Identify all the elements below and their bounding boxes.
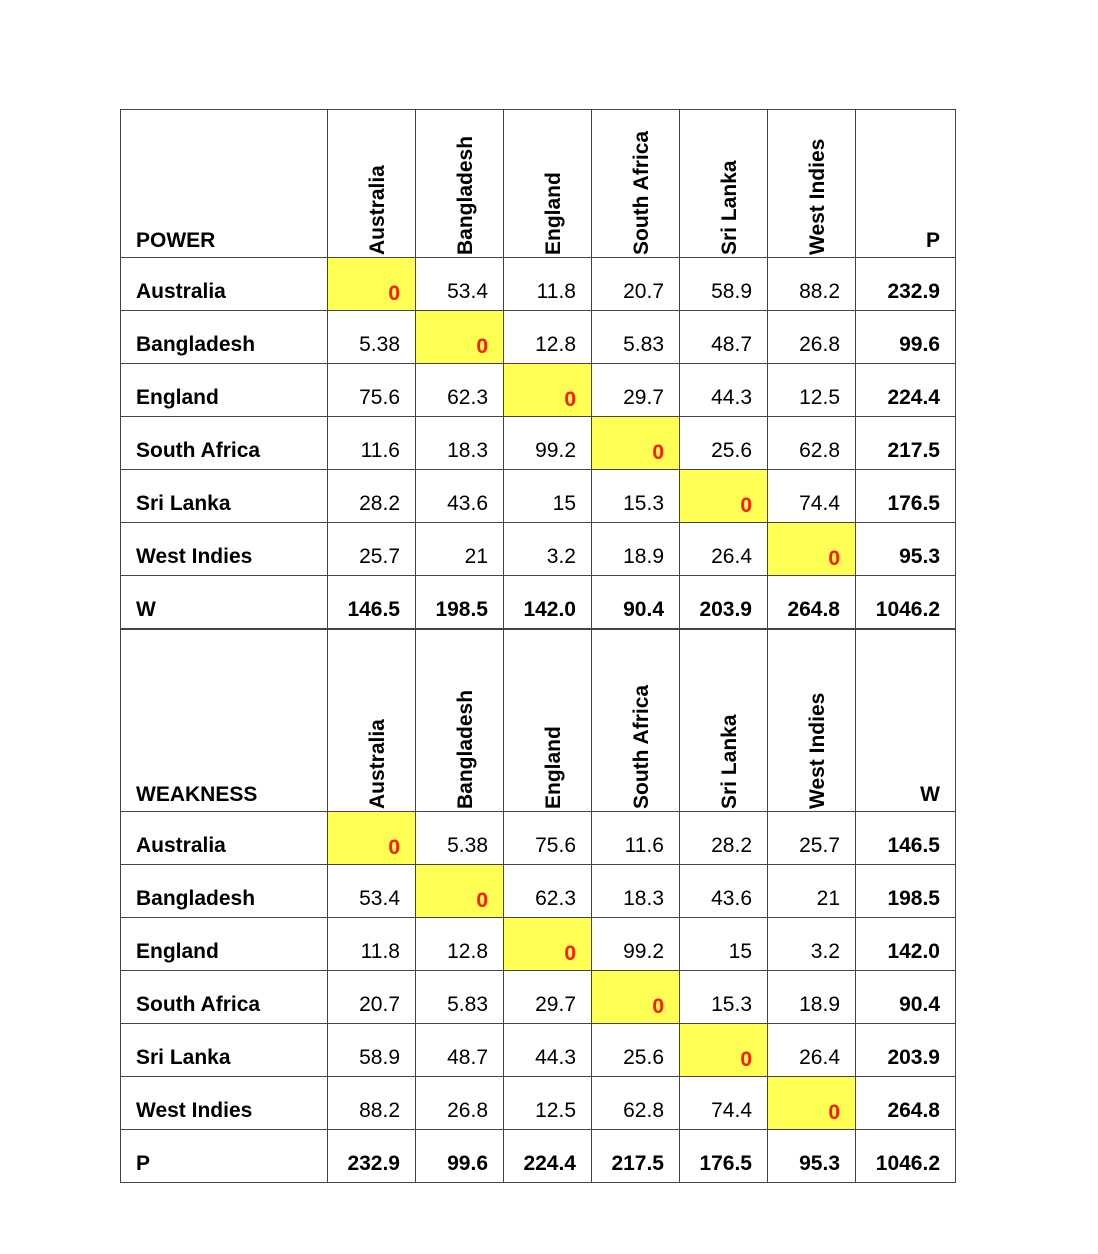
- table-row: [121, 523, 956, 576]
- row-total: 90.4: [856, 971, 956, 1024]
- table-cell: 25.7: [768, 812, 856, 865]
- table-cell: 99.2: [592, 918, 680, 971]
- row-total: 99.6: [856, 311, 956, 364]
- column-total: 217.5: [592, 1130, 680, 1183]
- table-cell: 48.7: [680, 311, 768, 364]
- table-cell: 12.8: [416, 918, 504, 971]
- power-col-header: Australia: [328, 110, 416, 258]
- table-cell: 15: [680, 918, 768, 971]
- power-table-title: POWER: [121, 110, 328, 258]
- power-col-header: Sri Lanka: [680, 110, 768, 258]
- table-cell: 26.8: [768, 311, 856, 364]
- diagonal-cell: 0: [328, 258, 416, 311]
- column-total: 95.3: [768, 1130, 856, 1183]
- table-cell: 88.2: [328, 1077, 416, 1130]
- table-cell: 26.4: [768, 1024, 856, 1077]
- row-total: 224.4: [856, 364, 956, 417]
- table-cell: 18.9: [768, 971, 856, 1024]
- row-label: Bangladesh: [121, 865, 328, 918]
- weakness-table-title: WEAKNESS: [121, 630, 328, 812]
- table-cell: 53.4: [328, 865, 416, 918]
- column-total: 224.4: [504, 1130, 592, 1183]
- row-total: 146.5: [856, 812, 956, 865]
- row-label: England: [121, 918, 328, 971]
- weakness-col-header: West Indies: [768, 630, 856, 812]
- table-cell: 3.2: [504, 523, 592, 576]
- row-label: South Africa: [121, 417, 328, 470]
- table-cell: 74.4: [680, 1077, 768, 1130]
- table-cell: 21: [768, 865, 856, 918]
- table-cell: 62.3: [504, 865, 592, 918]
- footer-row: [121, 576, 956, 629]
- footer-label: W: [121, 576, 328, 629]
- column-total: 90.4: [592, 576, 680, 629]
- table-cell: 20.7: [592, 258, 680, 311]
- table-cell: 5.38: [416, 812, 504, 865]
- table-row: [121, 812, 956, 865]
- diagonal-cell: 0: [592, 971, 680, 1024]
- diagonal-cell: 0: [592, 417, 680, 470]
- table-cell: 15.3: [592, 470, 680, 523]
- row-label: Australia: [121, 812, 328, 865]
- table-cell: 25.6: [680, 417, 768, 470]
- row-total: 217.5: [856, 417, 956, 470]
- row-label: Australia: [121, 258, 328, 311]
- table-cell: 26.4: [680, 523, 768, 576]
- diagonal-cell: 0: [416, 865, 504, 918]
- table-cell: 43.6: [416, 470, 504, 523]
- diagonal-cell: 0: [768, 1077, 856, 1130]
- diagonal-cell: 0: [416, 311, 504, 364]
- table-cell: 12.8: [504, 311, 592, 364]
- table-cell: 58.9: [680, 258, 768, 311]
- footer-row: [121, 1130, 956, 1183]
- diagonal-cell: 0: [680, 470, 768, 523]
- row-label: South Africa: [121, 971, 328, 1024]
- table-cell: 75.6: [328, 364, 416, 417]
- table-cell: 15: [504, 470, 592, 523]
- table-row: [121, 311, 956, 364]
- table-cell: 21: [416, 523, 504, 576]
- table-row: [121, 918, 956, 971]
- row-label: Bangladesh: [121, 311, 328, 364]
- table-cell: 62.8: [592, 1077, 680, 1130]
- row-label: Sri Lanka: [121, 1024, 328, 1077]
- row-total: 95.3: [856, 523, 956, 576]
- power-table: [120, 109, 956, 629]
- weakness-total-header: W: [856, 630, 956, 812]
- table-cell: 5.38: [328, 311, 416, 364]
- row-total: 203.9: [856, 1024, 956, 1077]
- grand-total: 1046.2: [856, 576, 956, 629]
- weakness-col-header: South Africa: [592, 630, 680, 812]
- table-row: [121, 417, 956, 470]
- power-col-header: South Africa: [592, 110, 680, 258]
- table-cell: 48.7: [416, 1024, 504, 1077]
- column-total: 203.9: [680, 576, 768, 629]
- column-total: 198.5: [416, 576, 504, 629]
- table-cell: 11.8: [504, 258, 592, 311]
- table-cell: 12.5: [504, 1077, 592, 1130]
- table-cell: 29.7: [592, 364, 680, 417]
- table-cell: 62.3: [416, 364, 504, 417]
- weakness-header-row: [121, 630, 956, 812]
- row-label: Sri Lanka: [121, 470, 328, 523]
- column-total: 146.5: [328, 576, 416, 629]
- table-cell: 18.3: [592, 865, 680, 918]
- table-cell: 25.6: [592, 1024, 680, 1077]
- diagonal-cell: 0: [328, 812, 416, 865]
- table-cell: 62.8: [768, 417, 856, 470]
- weakness-col-header: England: [504, 630, 592, 812]
- power-col-header: West Indies: [768, 110, 856, 258]
- diagonal-cell: 0: [680, 1024, 768, 1077]
- row-total: 198.5: [856, 865, 956, 918]
- row-total: 176.5: [856, 470, 956, 523]
- table-cell: 58.9: [328, 1024, 416, 1077]
- table-cell: 44.3: [504, 1024, 592, 1077]
- table-row: [121, 865, 956, 918]
- table-cell: 25.7: [328, 523, 416, 576]
- row-total: 264.8: [856, 1077, 956, 1130]
- power-col-header: Bangladesh: [416, 110, 504, 258]
- column-total: 99.6: [416, 1130, 504, 1183]
- row-label: West Indies: [121, 523, 328, 576]
- table-cell: 18.9: [592, 523, 680, 576]
- table-cell: 15.3: [680, 971, 768, 1024]
- weakness-col-header: Australia: [328, 630, 416, 812]
- row-label: West Indies: [121, 1077, 328, 1130]
- table-cell: 43.6: [680, 865, 768, 918]
- power-header-row: [121, 110, 956, 258]
- power-col-header: England: [504, 110, 592, 258]
- table-cell: 74.4: [768, 470, 856, 523]
- table-row: [121, 1024, 956, 1077]
- table-cell: 99.2: [504, 417, 592, 470]
- diagonal-cell: 0: [504, 364, 592, 417]
- table-row: [121, 470, 956, 523]
- table-cell: 26.8: [416, 1077, 504, 1130]
- table-row: [121, 1077, 956, 1130]
- row-label: England: [121, 364, 328, 417]
- table-cell: 44.3: [680, 364, 768, 417]
- table-row: [121, 364, 956, 417]
- table-cell: 88.2: [768, 258, 856, 311]
- grand-total: 1046.2: [856, 1130, 956, 1183]
- table-cell: 5.83: [416, 971, 504, 1024]
- table-cell: 75.6: [504, 812, 592, 865]
- footer-label: P: [121, 1130, 328, 1183]
- table-cell: 18.3: [416, 417, 504, 470]
- column-total: 176.5: [680, 1130, 768, 1183]
- power-total-header: P: [856, 110, 956, 258]
- column-total: 232.9: [328, 1130, 416, 1183]
- table-cell: 11.6: [592, 812, 680, 865]
- row-total: 232.9: [856, 258, 956, 311]
- weakness-col-header: Sri Lanka: [680, 630, 768, 812]
- table-cell: 5.83: [592, 311, 680, 364]
- row-total: 142.0: [856, 918, 956, 971]
- table-cell: 28.2: [328, 470, 416, 523]
- table-cell: 11.8: [328, 918, 416, 971]
- table-cell: 20.7: [328, 971, 416, 1024]
- table-cell: 11.6: [328, 417, 416, 470]
- diagonal-cell: 0: [768, 523, 856, 576]
- column-total: 264.8: [768, 576, 856, 629]
- diagonal-cell: 0: [504, 918, 592, 971]
- table-row: [121, 971, 956, 1024]
- column-total: 142.0: [504, 576, 592, 629]
- table-cell: 53.4: [416, 258, 504, 311]
- weakness-table: [120, 629, 956, 1183]
- weakness-col-header: Bangladesh: [416, 630, 504, 812]
- table-row: [121, 258, 956, 311]
- table-cell: 28.2: [680, 812, 768, 865]
- table-cell: 12.5: [768, 364, 856, 417]
- table-cell: 29.7: [504, 971, 592, 1024]
- table-cell: 3.2: [768, 918, 856, 971]
